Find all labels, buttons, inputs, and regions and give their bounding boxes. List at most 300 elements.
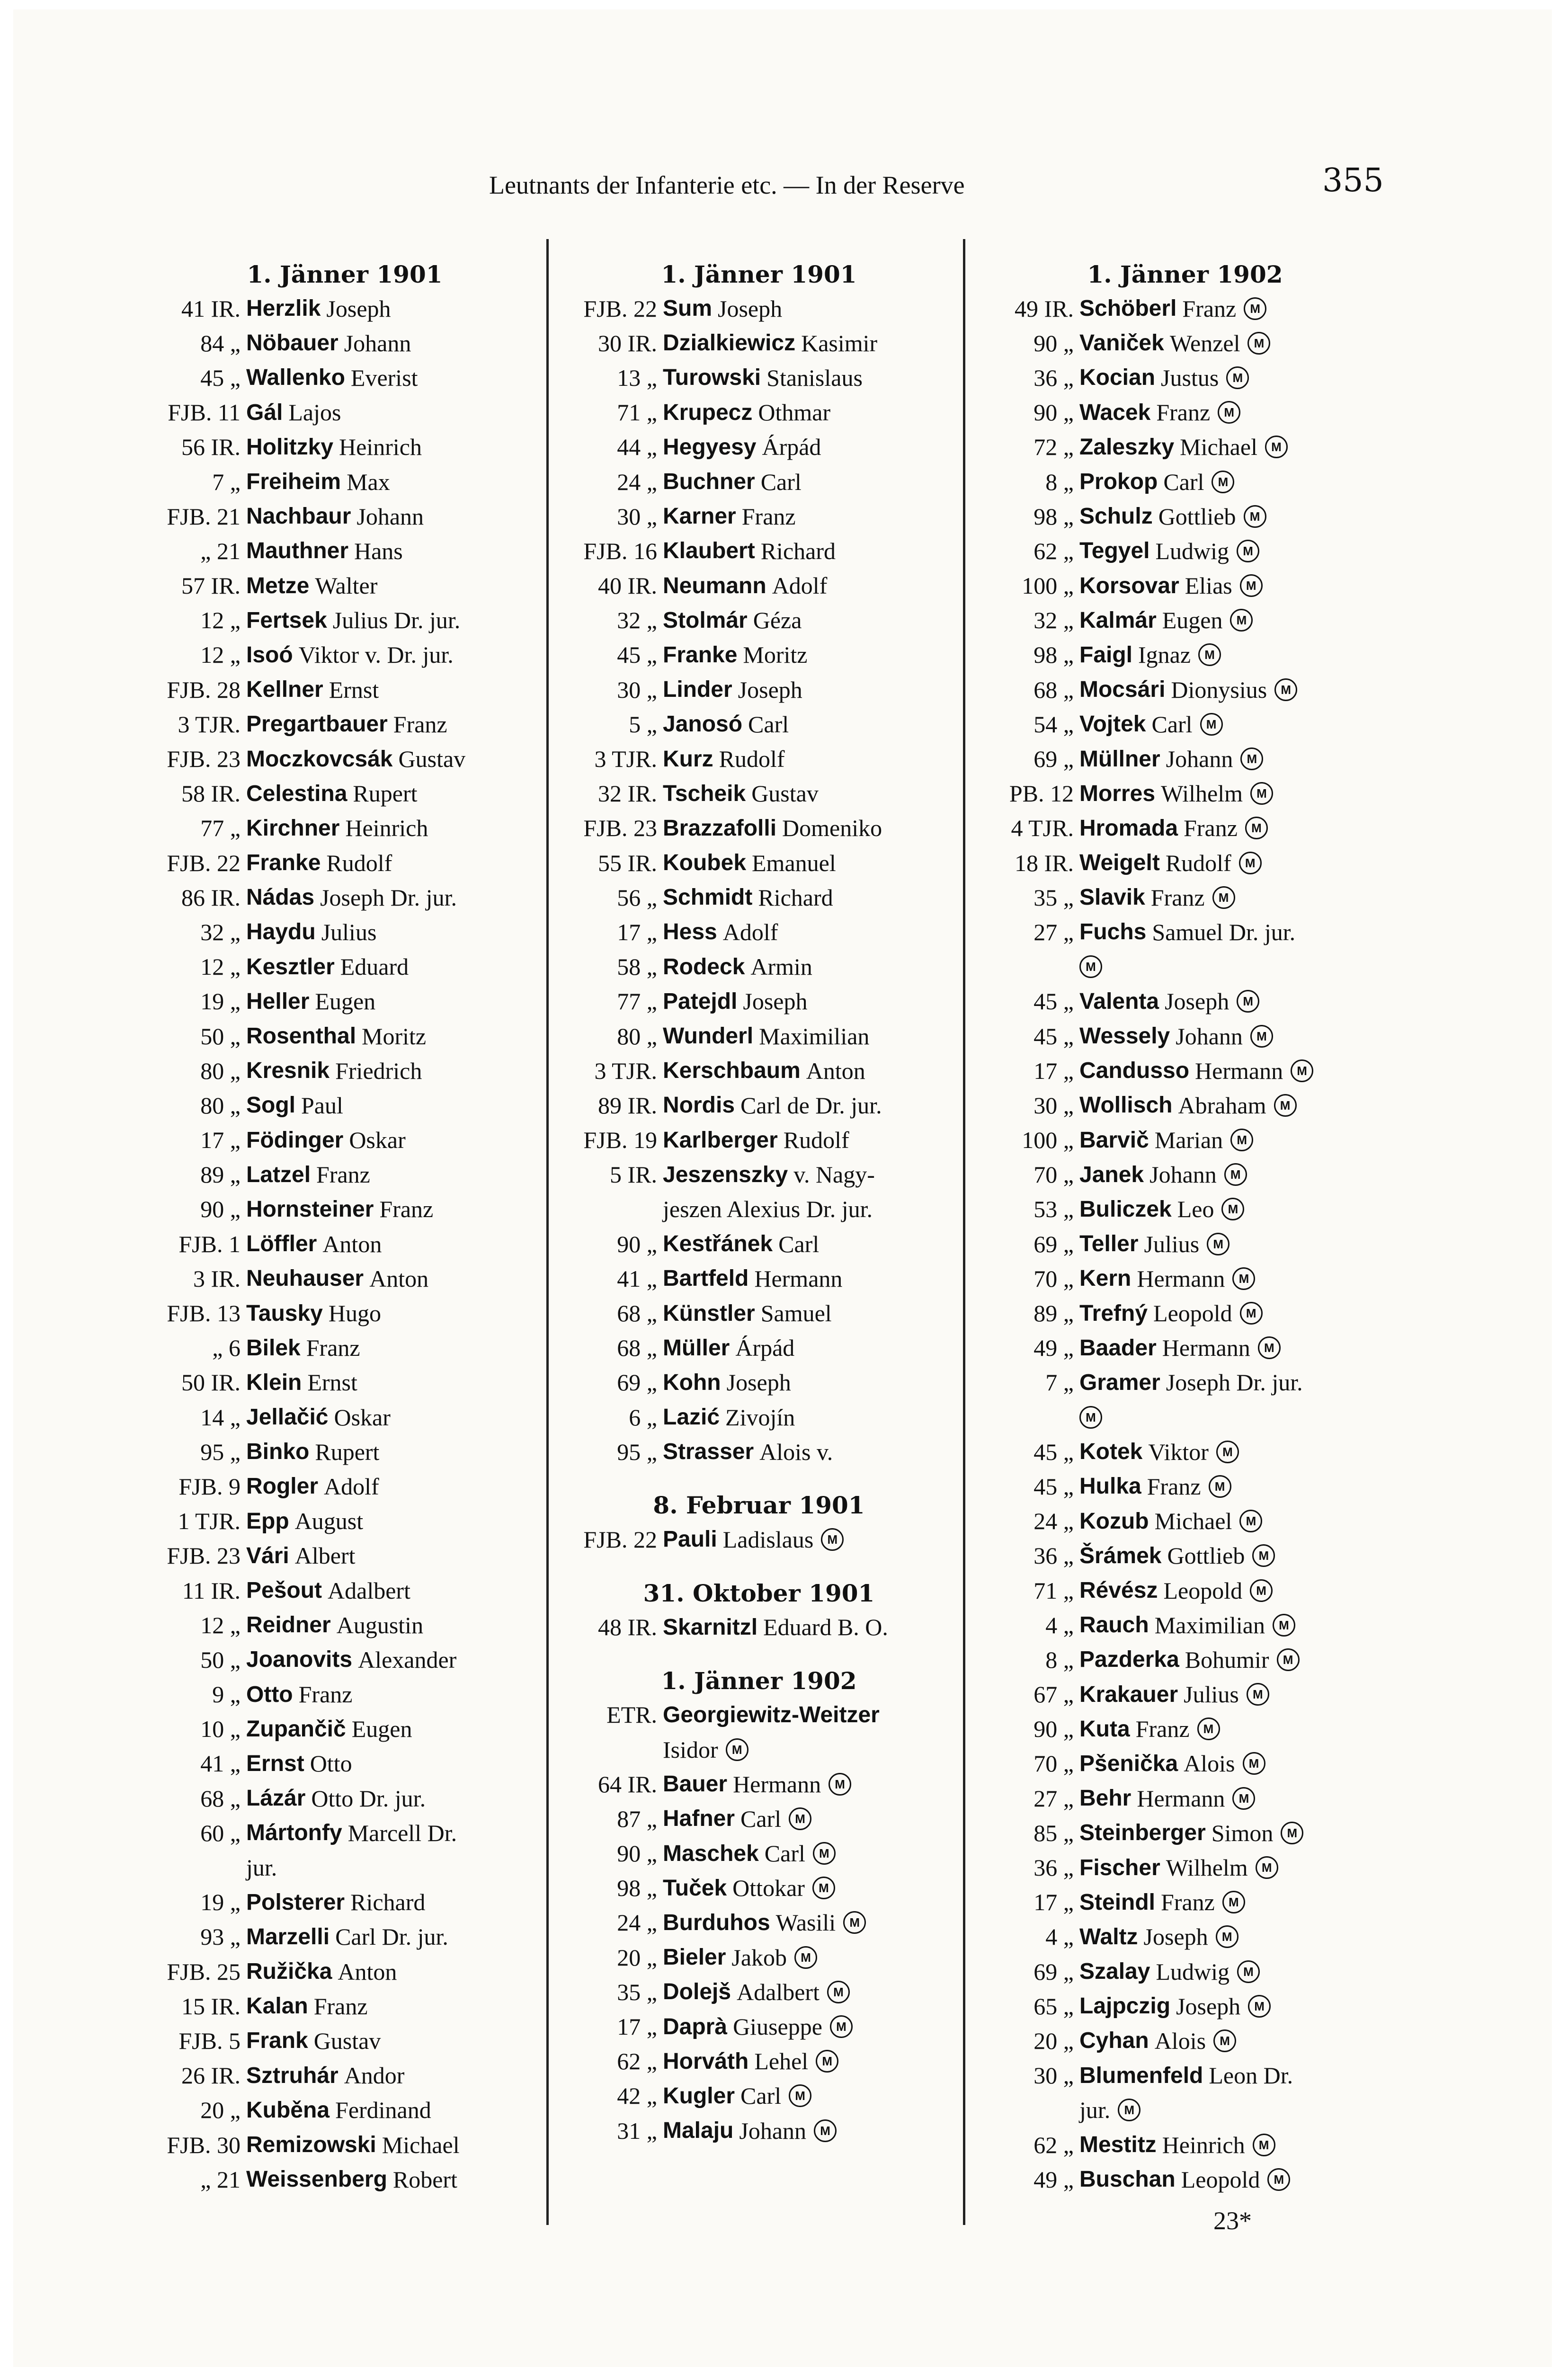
given-name: Ladislaus — [722, 1526, 814, 1553]
surname: Wallenko — [246, 365, 345, 391]
given-name: Leopold — [1181, 2166, 1260, 2193]
surname: Patejdl — [663, 988, 738, 1014]
surname: Joanovits — [246, 1647, 353, 1673]
unit-designation: 1 TJR. — [178, 1508, 241, 1535]
circled-m-icon: M — [827, 1981, 850, 2003]
given-name: Franz — [313, 1993, 368, 2020]
unit-designation: 9 „ — [212, 1681, 241, 1708]
circled-m-icon: M — [1221, 1198, 1244, 1220]
surname: Jellačić — [246, 1405, 329, 1430]
given-name: Richard — [758, 884, 833, 911]
unit-designation: 98 „ — [1033, 641, 1074, 668]
unit-designation: 5 IR. — [610, 1161, 657, 1188]
unit-designation: 65 „ — [1033, 1993, 1074, 2020]
circled-m-icon: M — [1230, 1129, 1253, 1151]
officer-entry — [141, 915, 548, 949]
given-name: Ignaz — [1138, 641, 1191, 668]
unit-designation: 80 „ — [200, 1092, 241, 1119]
officer-entry — [974, 326, 1396, 360]
unit-designation: 36 „ — [1033, 1854, 1074, 1881]
officer-entry — [558, 741, 960, 776]
circled-m-icon: M — [1240, 1302, 1263, 1325]
unit-designation: 12 „ — [200, 1611, 241, 1638]
unit-designation: FJB. 23 — [167, 1542, 241, 1569]
given-name: Wilhelm — [1166, 1854, 1248, 1881]
officer-entry — [558, 1227, 960, 1261]
officer-entry — [141, 1053, 548, 1088]
unit-designation: 45 „ — [1033, 988, 1074, 1015]
circled-m-icon: M — [1218, 401, 1240, 424]
given-name: Julius — [321, 918, 377, 945]
surname: Georgiewitz-Weitzer — [663, 1702, 880, 1727]
officer-entry — [974, 2127, 1396, 2162]
unit-designation: 3 TJR. — [594, 1057, 657, 1084]
given-name: Joseph — [718, 295, 783, 322]
given-name: Adolf — [772, 572, 828, 599]
surname: Nordis — [663, 1093, 735, 1118]
given-name: Hermann — [1162, 1335, 1250, 1361]
unit-designation: 36 „ — [1033, 1542, 1074, 1569]
officer-entry — [558, 326, 960, 360]
continuation-text: jeszen Alexius Dr. jur. — [663, 1196, 873, 1223]
circled-m-icon: M — [1253, 2134, 1275, 2156]
officer-entry — [974, 1608, 1396, 1642]
officer-entry — [974, 1885, 1396, 1920]
surname: Trefný — [1079, 1300, 1148, 1326]
unit-designation: 3 TJR. — [594, 746, 657, 773]
circled-m-icon: M — [1240, 747, 1263, 770]
surname: Epp — [246, 1508, 289, 1534]
surname: Mauthner — [246, 538, 348, 564]
unit-designation: 4 TJR. — [1011, 815, 1074, 842]
unit-designation: 6 „ — [629, 1404, 657, 1431]
unit-designation: 90 „ — [1033, 399, 1074, 426]
officer-entry — [141, 1504, 548, 1539]
officer-entry — [974, 1504, 1396, 1539]
unit-designation: 19 „ — [200, 988, 241, 1015]
surname: Buliczek — [1079, 1196, 1172, 1222]
circled-m-icon: M — [1237, 990, 1259, 1013]
officer-entry — [974, 984, 1396, 1019]
officer-entry — [558, 395, 960, 430]
officer-entry — [558, 1053, 960, 1088]
surname: Ernst — [246, 1751, 304, 1776]
given-name: Joseph Dr. jur. — [320, 884, 457, 911]
officer-entry — [974, 430, 1396, 464]
officer-entry — [558, 1940, 960, 1975]
officer-entry — [974, 2023, 1396, 2058]
given-name: Richard — [760, 537, 836, 564]
officer-entry — [141, 1157, 548, 1192]
officer-entry — [558, 499, 960, 534]
surname: Herzlik — [246, 296, 321, 321]
unit-designation: 24 „ — [617, 1909, 657, 1936]
officer-entry — [141, 1123, 548, 1157]
officer-entry — [141, 811, 548, 845]
given-name: Kasimir — [801, 329, 878, 356]
officer-entry — [558, 1123, 960, 1157]
unit-designation: 12 „ — [200, 607, 241, 634]
surname: Nádas — [246, 885, 315, 910]
unit-designation: 13 „ — [617, 364, 657, 391]
unit-designation: 85 „ — [1033, 1819, 1074, 1846]
surname: Kohn — [663, 1370, 721, 1395]
officer-entry — [974, 1227, 1396, 1261]
given-name: Moritz — [743, 641, 808, 668]
unit-designation: 32 „ — [1033, 607, 1074, 634]
given-name: Joseph — [1176, 1993, 1241, 2020]
unit-designation: FJB. 25 — [167, 1958, 241, 1985]
section-gap — [558, 1469, 960, 1489]
page — [13, 9, 1552, 2367]
officer-entry — [558, 1296, 960, 1330]
circled-m-icon: M — [1281, 1822, 1303, 1844]
given-name: Walter — [315, 572, 378, 599]
officer-entry — [558, 2009, 960, 2044]
column-left — [141, 258, 548, 2197]
given-name: Franz — [1161, 1889, 1215, 1916]
officer-entry — [558, 430, 960, 464]
given-name: Gottlieb — [1158, 503, 1236, 530]
given-name: Michael — [1180, 434, 1257, 461]
unit-designation: „ 21 — [200, 537, 241, 564]
officer-entry — [141, 360, 548, 395]
surname: Korsovar — [1079, 573, 1179, 598]
surname: Koubek — [663, 850, 747, 876]
officer-entry — [974, 1539, 1396, 1573]
unit-designation: 24 „ — [1033, 1508, 1074, 1535]
given-name: Michael — [1154, 1508, 1232, 1535]
unit-designation: 15 IR. — [181, 1993, 241, 2020]
surname: Barvič — [1079, 1127, 1149, 1153]
unit-designation: 48 IR. — [598, 1614, 657, 1641]
surname: Isoó — [246, 642, 293, 667]
unit-designation: 12 „ — [200, 641, 241, 668]
given-name: Friedrich — [335, 1057, 422, 1084]
surname: Pazderka — [1079, 1647, 1179, 1673]
officer-entry — [974, 395, 1396, 430]
unit-designation: 90 „ — [617, 1230, 657, 1257]
surname: Kalmár — [1079, 607, 1157, 633]
surname: Sogl — [246, 1093, 295, 1118]
officer-entry — [558, 1836, 960, 1871]
unit-designation: 4 „ — [1045, 1923, 1074, 1950]
circled-m-icon: M — [1232, 1787, 1255, 1810]
officer-entry — [141, 741, 548, 776]
given-name: Wenzel — [1169, 329, 1240, 356]
surname: Mocsári — [1079, 677, 1166, 703]
surname: Kresnik — [246, 1058, 330, 1084]
given-name: Carl — [748, 711, 789, 738]
given-name: Domeniko — [782, 815, 882, 842]
circled-m-icon: M — [1243, 1752, 1265, 1775]
given-name: Richard — [350, 1889, 426, 1916]
surname: Polsterer — [246, 1889, 345, 1915]
given-name: Johann — [739, 2117, 807, 2144]
given-name: Maximilian — [759, 1023, 870, 1050]
given-name: August — [294, 1508, 364, 1535]
surname: Nöbauer — [246, 330, 339, 356]
unit-designation: 41 IR. — [181, 295, 241, 322]
given-name: Franz — [1182, 295, 1237, 322]
circled-m-icon: M — [1212, 471, 1234, 493]
unit-designation: 80 „ — [200, 1057, 241, 1084]
circled-m-icon: M — [1216, 1441, 1239, 1463]
unit-designation: 44 „ — [617, 434, 657, 461]
section-gap — [558, 1645, 960, 1664]
officer-entry — [141, 1296, 548, 1330]
surname: Klein — [246, 1370, 302, 1395]
surname: Szalay — [1079, 1959, 1150, 1984]
surname: Valenta — [1079, 988, 1159, 1014]
given-name: Hermann — [733, 1771, 821, 1797]
circled-m-icon: M — [1197, 1717, 1220, 1740]
officer-entry — [141, 291, 548, 326]
officer-entry — [141, 395, 548, 430]
given-name: Everist — [350, 364, 418, 391]
given-name: Andor — [344, 2062, 405, 2089]
given-name: Johann — [1149, 1161, 1217, 1188]
officer-entry — [558, 880, 960, 915]
unit-designation: 95 „ — [617, 1438, 657, 1465]
given-name: Rupert — [315, 1438, 380, 1465]
unit-designation: 3 TJR. — [178, 711, 241, 738]
surname: Janek — [1079, 1162, 1144, 1187]
unit-designation: 7 „ — [1045, 1369, 1074, 1396]
officer-entry — [141, 672, 548, 707]
unit-designation: 68 „ — [200, 1785, 241, 1812]
given-name: Franz — [1184, 815, 1238, 842]
surname: Turowski — [663, 365, 761, 391]
given-name: Joseph — [326, 295, 391, 322]
given-name: Lajos — [288, 399, 341, 426]
surname: Wessely — [1079, 1023, 1170, 1049]
section-heading: 1. Jänner 1901 — [247, 260, 443, 288]
continuation-text: Isidor — [663, 1736, 718, 1763]
circled-m-icon: M — [821, 1528, 844, 1551]
unit-designation: 14 „ — [200, 1404, 241, 1431]
given-name: Elias — [1185, 572, 1232, 599]
unit-designation: 70 „ — [1033, 1265, 1074, 1292]
officer-entry — [974, 464, 1396, 499]
surname: Strasser — [663, 1439, 754, 1465]
circled-m-icon: M — [1244, 505, 1266, 528]
given-name: Franz — [298, 1681, 353, 1708]
surname: Celestina — [246, 781, 347, 806]
officer-entry — [141, 1539, 548, 1573]
unit-designation: 4 „ — [1045, 1611, 1074, 1638]
given-name: Géza — [753, 607, 802, 634]
unit-designation: 49 „ — [1033, 1335, 1074, 1361]
surname: Kerschbaum — [663, 1058, 801, 1084]
surname: Hess — [663, 919, 717, 945]
officer-entry — [141, 2127, 548, 2162]
surname: Kurz — [663, 746, 713, 772]
surname: Burduhos — [663, 1910, 770, 1935]
given-name: Franz — [1135, 1716, 1190, 1743]
given-name: Simon — [1211, 1819, 1274, 1846]
circled-m-icon: M — [1213, 2029, 1236, 2052]
surname: Hegyesy — [663, 434, 757, 460]
officer-entry — [141, 2162, 548, 2197]
section-heading: 1. Jänner 1902 — [1087, 260, 1283, 288]
officer-entry — [141, 464, 548, 499]
officer-entry — [974, 1954, 1396, 1989]
surname: Karner — [663, 504, 736, 529]
column-right — [974, 258, 1396, 2197]
given-name: Johann — [356, 503, 424, 530]
surname: Weigelt — [1079, 850, 1160, 876]
surname: Sum — [663, 296, 713, 321]
surname: Franke — [246, 850, 321, 876]
unit-designation: 11 IR. — [182, 1577, 241, 1604]
given-name: Ludwig — [1156, 1958, 1229, 1985]
unit-designation: 89 „ — [1033, 1300, 1074, 1327]
surname: Nachbaur — [246, 504, 351, 529]
officer-entry — [558, 672, 960, 707]
officer-entry — [558, 1088, 960, 1122]
officer-entry — [141, 880, 548, 915]
given-name: Rupert — [353, 780, 418, 807]
unit-designation: FJB. 1 — [178, 1230, 241, 1257]
officer-entry — [974, 845, 1396, 880]
circled-m-icon: M — [1250, 1025, 1273, 1048]
unit-designation: 17 „ — [1033, 1889, 1074, 1916]
surname: Kugler — [663, 2083, 735, 2109]
given-name: Paul — [301, 1092, 343, 1119]
given-name: Otto Dr. jur. — [311, 1785, 426, 1812]
surname: Fuchs — [1079, 919, 1147, 945]
page-number: 355 — [1322, 162, 1384, 199]
officer-entry — [558, 1610, 960, 1645]
unit-designation: 90 „ — [617, 1840, 657, 1867]
officer-entry — [974, 2058, 1396, 2093]
surname: Holitzky — [246, 434, 334, 460]
unit-designation: 17 „ — [617, 2013, 657, 2040]
officer-entry — [558, 1767, 960, 1801]
given-name: Ottokar — [732, 1875, 805, 1902]
officer-entry — [558, 534, 960, 568]
given-name: Gustav — [313, 2027, 381, 2054]
surname: Tuček — [663, 1875, 727, 1901]
officer-entry — [974, 1920, 1396, 1954]
unit-designation: FJB. 16 — [583, 537, 657, 564]
surname: Müller — [663, 1335, 730, 1361]
surname: Reidner — [246, 1612, 331, 1638]
unit-designation: 30 IR. — [598, 329, 657, 356]
given-name: Alois — [1154, 2027, 1206, 2054]
surname: Bauer — [663, 1771, 728, 1797]
officer-entry — [558, 915, 960, 949]
circled-m-icon: M — [812, 1877, 835, 1899]
officer-entry — [558, 1157, 960, 1192]
officer-entry — [974, 1434, 1396, 1469]
surname: Lazić — [663, 1405, 720, 1430]
surname: Kuběna — [246, 2097, 330, 2123]
given-name: Ernst — [307, 1369, 357, 1396]
unit-designation: 41 „ — [617, 1265, 657, 1292]
given-name: Joseph — [743, 988, 808, 1015]
officer-entry — [974, 569, 1396, 603]
circled-m-icon: M — [1118, 2099, 1140, 2121]
officer-entry — [558, 1522, 960, 1557]
officer-entry — [974, 1712, 1396, 1746]
unit-designation: FJB. 30 — [167, 2131, 241, 2158]
officer-entry — [558, 1434, 960, 1469]
unit-designation: 45 „ — [617, 641, 657, 668]
officer-entry — [558, 1975, 960, 2009]
given-name: Hermann — [1137, 1785, 1225, 1812]
given-name: Anton — [369, 1265, 429, 1292]
surname: Janosó — [663, 712, 743, 737]
unit-designation: 56 IR. — [181, 434, 241, 461]
surname: Karlberger — [663, 1127, 778, 1153]
unit-designation: 20 „ — [200, 2097, 241, 2124]
unit-designation: 68 „ — [617, 1335, 657, 1361]
unit-designation: „ 6 — [212, 1335, 241, 1361]
surname: Löffler — [246, 1231, 317, 1257]
officer-entry — [558, 707, 960, 741]
given-name: Johann — [1166, 746, 1233, 773]
unit-designation: FJB. 22 — [583, 1526, 657, 1553]
surname: Dolejš — [663, 1979, 731, 2005]
surname: Kozub — [1079, 1508, 1149, 1534]
unit-designation: 69 „ — [1033, 1230, 1074, 1257]
unit-designation: 58 „ — [617, 953, 657, 980]
surname: Tausky — [246, 1300, 323, 1326]
officer-entry — [974, 1053, 1396, 1088]
unit-designation: 71 „ — [617, 399, 657, 426]
unit-designation: 32 „ — [617, 607, 657, 634]
given-name: Albert — [294, 1542, 356, 1569]
circled-m-icon: M — [1256, 1856, 1278, 1879]
circled-m-icon: M — [1216, 1925, 1238, 1948]
given-name: Joseph Dr. jur. — [1166, 1369, 1303, 1396]
circled-m-icon: M — [1200, 713, 1223, 736]
surname: Tscheik — [663, 781, 746, 806]
unit-designation: FJB. 22 — [583, 295, 657, 322]
officer-entry — [974, 1365, 1396, 1400]
given-name: v. Nagy- — [793, 1161, 875, 1188]
surname: Mestitz — [1079, 2132, 1157, 2158]
surname: Vojtek — [1079, 712, 1146, 737]
given-name: Eugen — [315, 988, 376, 1015]
unit-designation: 98 „ — [1033, 503, 1074, 530]
unit-designation: 17 „ — [200, 1127, 241, 1154]
unit-designation: 27 „ — [1033, 918, 1074, 945]
unit-designation: 32 „ — [200, 918, 241, 945]
unit-designation: 30 „ — [1033, 1092, 1074, 1119]
circled-m-icon: M — [1240, 574, 1263, 597]
unit-designation: 57 IR. — [181, 572, 241, 599]
surname: Buchner — [663, 469, 755, 495]
given-name: Joseph — [738, 676, 802, 703]
officer-entry — [141, 638, 548, 672]
circled-m-icon: M — [1274, 1094, 1297, 1117]
unit-designation: 58 IR. — [181, 780, 241, 807]
officer-entry — [974, 360, 1396, 395]
surname: Kotek — [1079, 1439, 1143, 1465]
surname: Pešout — [246, 1578, 322, 1603]
given-name: Heinrich — [345, 815, 428, 842]
unit-designation: 86 IR. — [181, 884, 241, 911]
officer-entry — [974, 1781, 1396, 1815]
surname: Cyhan — [1079, 2028, 1149, 2054]
officer-entry — [974, 707, 1396, 741]
given-name: Leopold — [1153, 1300, 1232, 1327]
surname: Metze — [246, 573, 310, 598]
officer-entry — [141, 1920, 548, 1954]
